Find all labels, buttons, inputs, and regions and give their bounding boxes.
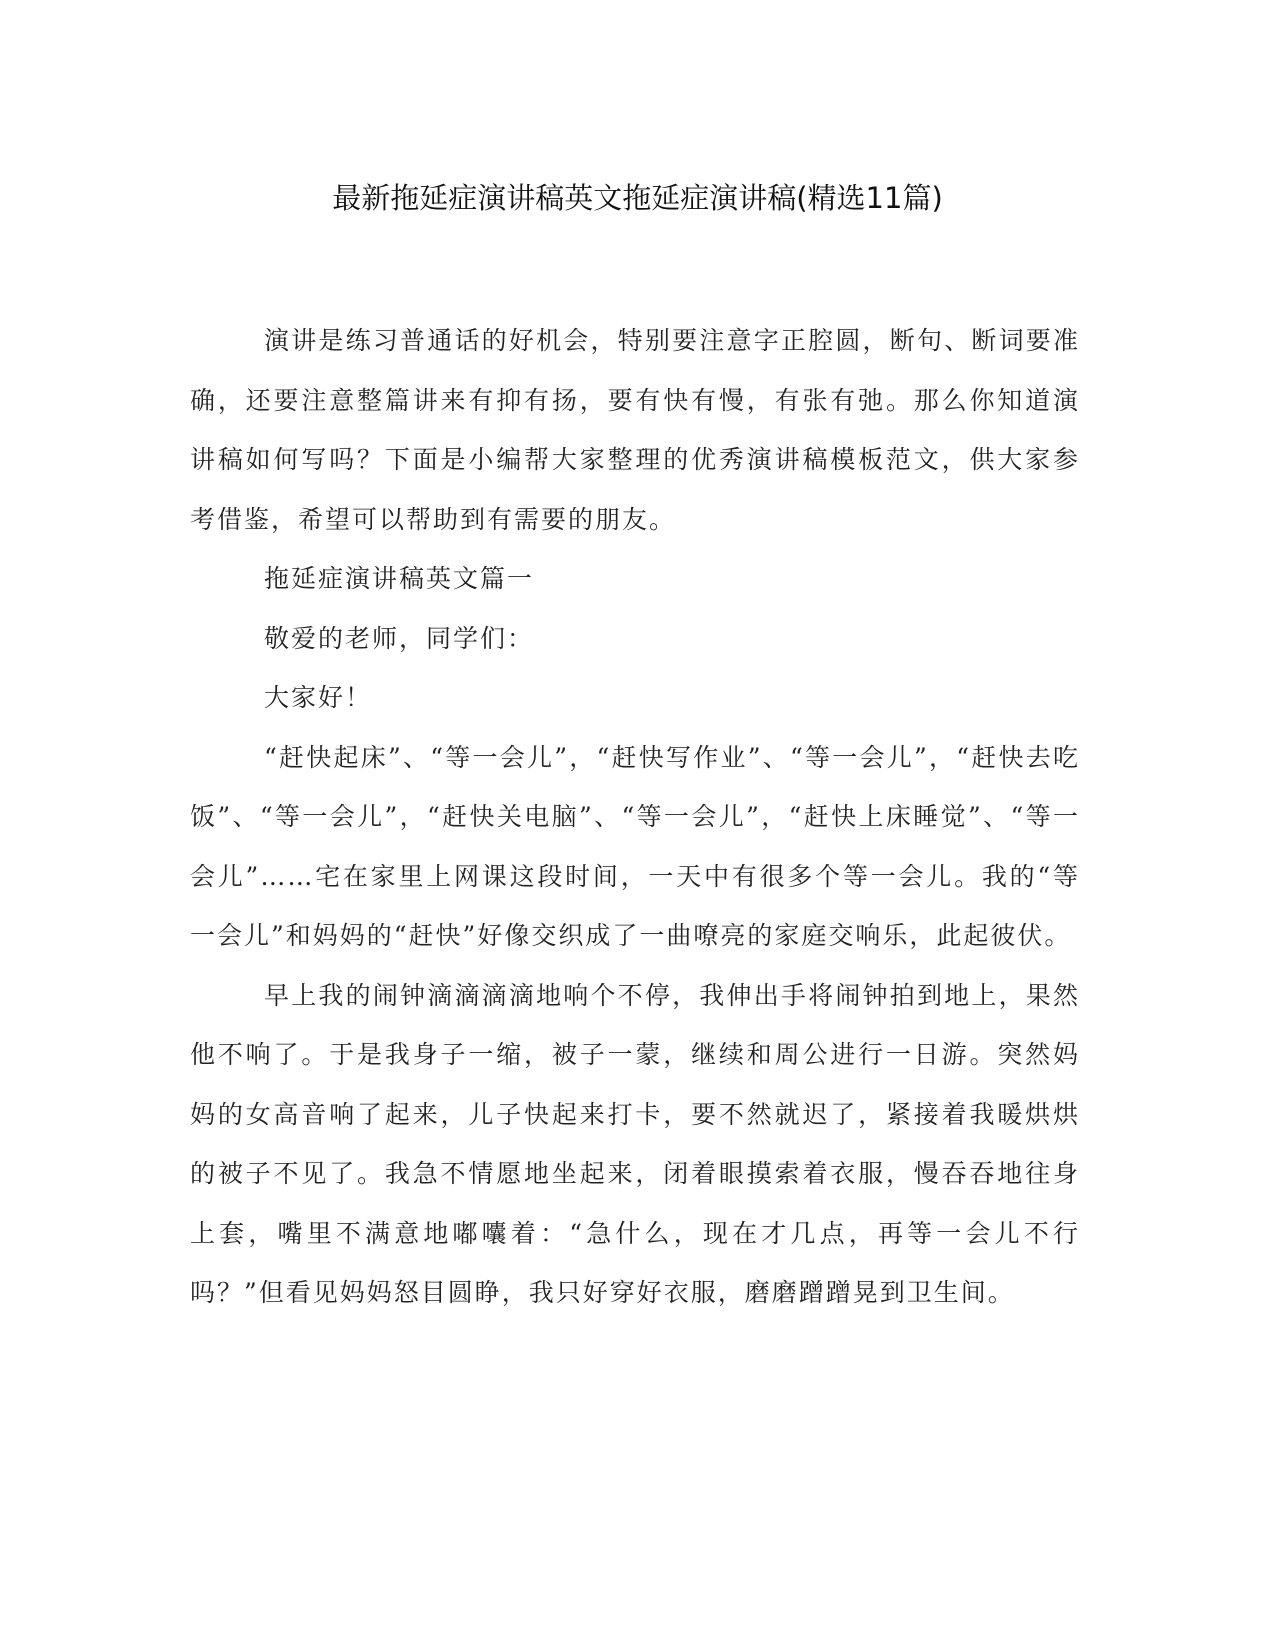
document-title: 最新拖延症演讲稿英文拖延症演讲稿(精选11篇) [332,181,943,215]
paragraph-body-1: “赶快起床”、“等一会儿”，“赶快写作业”、“等一会儿”，“赶快去吃饭”、“等一会儿”，“赶快关电脑”、“等一会儿”，“赶快上床睡觉”、“等一会儿”……宅在家里上网课这段时间，一天中有很多个等一会儿。我的“等一会儿”和妈妈的“赶快”好像交织成了一曲嘹亮的家庭交响乐，此起彼伏。 [190,742,1080,950]
greeting: 大家好！ [264,683,373,712]
document-body [190,311,1080,1323]
paragraph-body-2: 早上我的闹钟滴滴滴滴地响个不停，我伸出手将闹钟拍到地上，果然他不响了。于是我身子一缩，被子一蒙，继续和周公进行一日游。突然妈妈的女高音响了起来，儿子快起来打卡，要不然就迟了，紧接着我暖烘烘的被子不见了。我急不情愿地坐起来，闭着眼摸索着衣服，慢吞吞地往身上套，嘴里不满意地嘟囔着：“急什么，现在才几点，再等一会儿不行吗？”但看见妈妈怒目圆睁，我只好穿好衣服，磨磨蹭蹭晃到卫生间。 [190,980,1080,1307]
section-heading: 拖延症演讲稿英文篇一 [264,564,535,593]
paragraph-intro: 演讲是练习普通话的好机会，特别要注意字正腔圆，断句、断词要准确，还要注意整篇讲来有抑有扬，要有快有慢，有张有弛。那么你知道演讲稿如何写吗？下面是小编帮大家整理的优秀演讲稿模板范文，供大家参考借鉴，希望可以帮助到有需要的朋友。 [190,326,1080,534]
salutation: 敬爱的老师，同学们： [264,623,535,653]
